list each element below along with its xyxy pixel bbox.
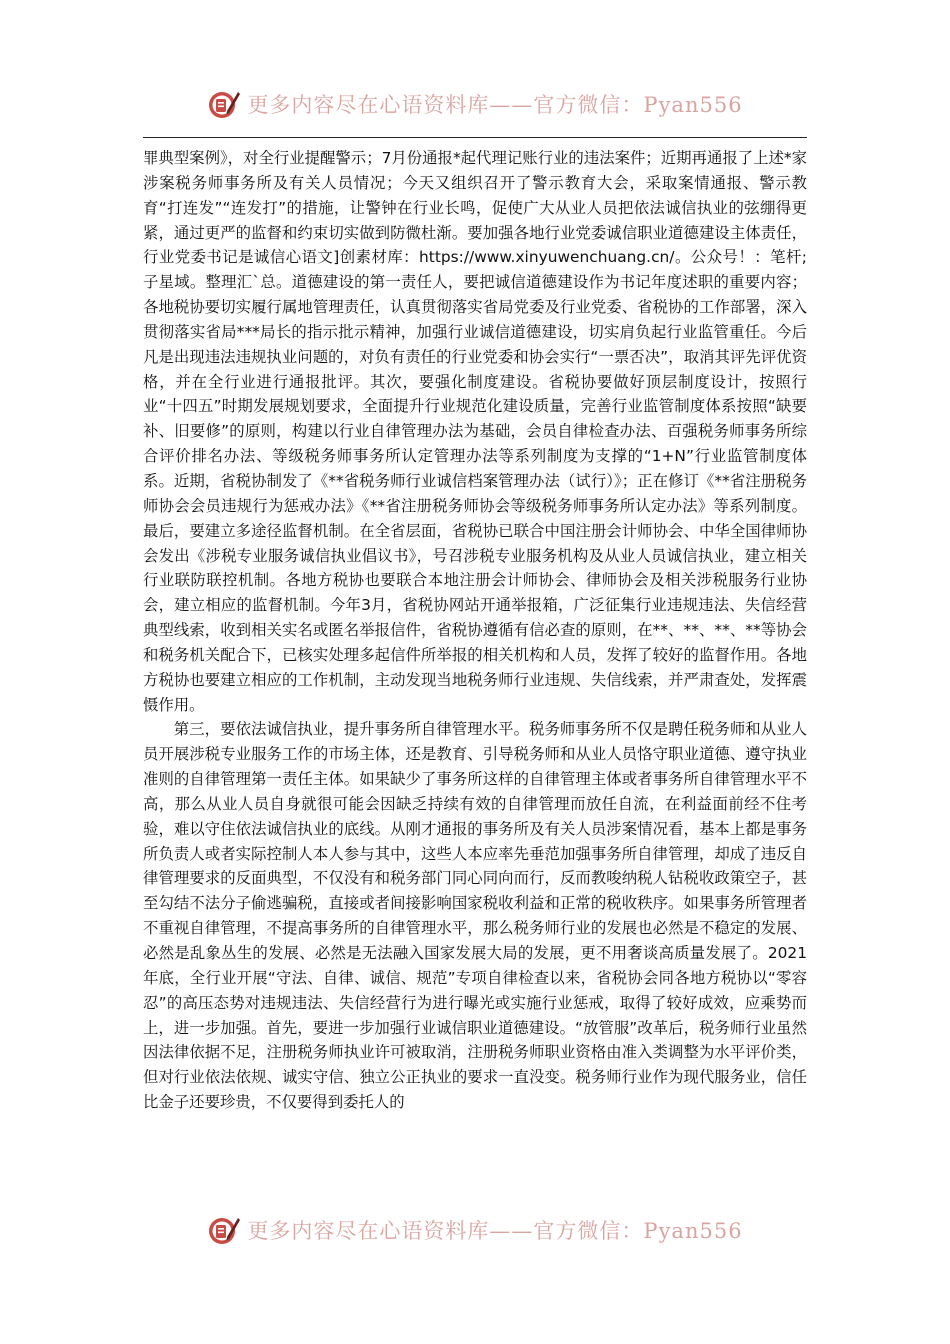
header-banner [0,82,950,126]
paragraph: 第三，要依法诚信执业，提升事务所自律管理水平。税务师事务所不仅是聘任税务师和从业人员开展涉税专业服务工作的市场主体，还是教育、引导税务师和从业人员恪守职业道德、遵守执业准则的自律管理第一责任主体。如果缺少了事务所这样的自律管理主体或者事务所自律管理水平不高，那么从业人员自身就很可能会因缺乏持续有效的自律管理而放任自流，在利益面前经不住考验，难以守住依法诚信执业的底线。从刚才通报的事务所及有关人员涉案情况看，基本上都是事务所负责人或者实际控制人本人参与其中，这些人本应率先垂范加强事务所自律管理，却成了违反自律管理要求的反面典型，不仅没有和税务部门同心同向而行，反而教唆纳税人钻税收政策空子，甚至勾结不法分子偷逃骗税，直接或者间接影响国家税收利益和正常的税收秩序。如果事务所管理者不重视自律管理，不提高事务所的自律管理水平，那么税务师行业的发展也必然是不稳定的发展、必然是乱象丛生的发展、必然是无法融入国家发展大局的发展，更不用奢谈高质量发展了。2021年底，全行业开展“守法、自律、诚信、规范”专项自律检查以来，省税协会同各地方税协以“零容忍”的高压态势对违规违法、失信经营行为进行曝光或实施行业惩戒，取得了较好成效，应乘势而上，进一步加强。首先，要进一步加强行业诚信职业道德建设。“放管服”改革后，税务师行业虽然因法律依据不足，注册税务师执业许可被取消，注册税务师职业资格由准入类调整为水平评价类，但对行业依法依规、诚实守信、独立公正执业的要求一直没变。税务师行业作为现代服务业，信任比金子还要珍贵，不仅要得到委托人的 [143,720,807,1112]
header-divider [143,137,807,138]
document-body [143,146,807,1115]
footer-banner [0,1208,950,1252]
paragraph: 罪典型案例》，对全行业提醒警示；7月份通报*起代理记账行业的违法案件；近期再通报了上述*家涉案税务师事务所及有关人员情况；今天又组织召开了警示教育大会，采取案情通报、警示教育“打连发”“连发打”的措施，让警钟在行业长鸣，促使广大从业人员把依法诚信执业的弦绷得更紧，通过更严的监督和约束切实做到防微杜渐。要加强各地行业党委诚信职业道德建设主体责任，行业党委书记是诚信心语文]创素材库：https://www.xinyuwenchuang.cn/。公众号！：笔杆;子星域。整理汇`总。道德建设的第一责任人，要把诚信道德建设作为书记年度述职的重要内容；各地税协要切实履行属地管理责任，认真贯彻落实省局党委及行业党委、省税协的工作部署，深入贯彻落实省局***局长的指示批示精神，加强行业诚信道德建设，切实肩负起行业监管重任。今后凡是出现违法违规执业问题的，对负有责任的行业党委和协会实行“一票否决”，取消其评先评优资格，并在全行业进行通报批评。其次，要强化制度建设。省税协要做好顶层制度设计，按照行业“十四五”时期发展规划要求，全面提升行业规范化建设质量，完善行业监管制度体系按照“缺要补、旧要修”的原则，构建以行业自律管理办法为基础，会员自律检查办法、百强税务师事务所综合评价排名办法、等级税务师事务所认定管理办法等系列制度为支撑的“1+N”行业监管制度体系。近期，省税协制发了《**省税务师行业诚信档案管理办法（试行）》；正在修订《**省注册税务师协会会员违规行为惩戒办法》《**省注册税务师协会等级税务师事务所认定办法》等系列制度。最后，要建立多途径监督机制。在全省层面，省税协已联合中国注册会计师协会、中华全国律师协会发出《涉税专业服务诚信执业倡议书》，号召涉税专业服务机构及从业人员诚信执业，建立相关行业联防联控机制。各地方税协也要联合本地注册会计师协会、律师协会及相关涉税服务行业协会，建立相应的监督机制。今年3月，省税协网站开通举报箱，广泛征集行业违规违法、失信经营典型线索，收到相关实名或匿名举报信件，省税协遵循有信必查的原则，在**、**、**、**等协会和税务机关配合下，已核实处理多起信件所举报的相关机构和人员，发挥了较好的监督作用。各地方税协也要建立相应的工作机制，主动发现当地税务师行业违规、失信线索，并严肃查处，发挥震慑作用。 [143,149,807,714]
banner-text: 更多内容尽在心语资料库——官方微信：Pyan556 [247,1219,743,1243]
banner-text: 更多内容尽在心语资料库——官方微信：Pyan556 [247,93,743,117]
tablet-pen-icon [207,87,241,121]
tablet-pen-icon [207,1213,241,1247]
